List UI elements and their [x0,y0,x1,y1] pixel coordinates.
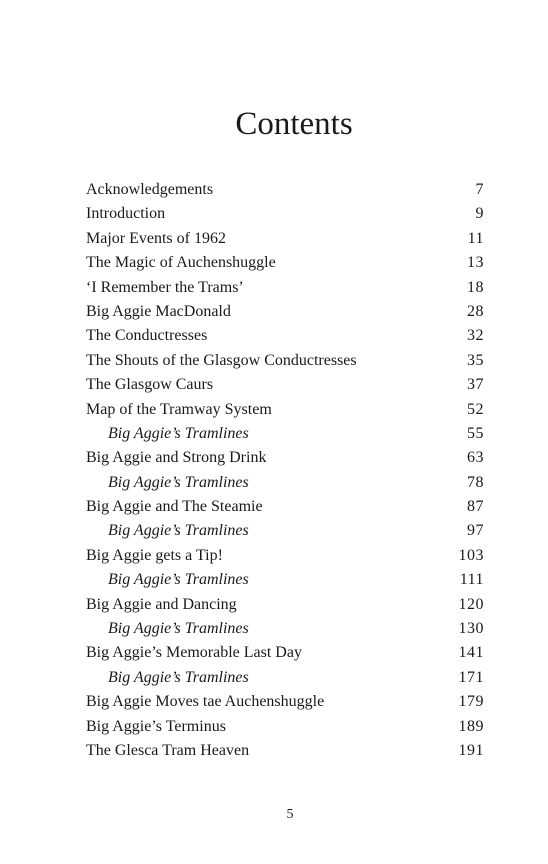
toc-entry-title: Introduction [86,205,166,223]
toc-entry-page: 7 [475,181,484,198]
toc-entry-page: 191 [458,741,484,759]
toc-entry [86,544,484,568]
toc-entry [86,495,484,519]
toc-entry [86,300,484,324]
toc-entry-title: Big Aggie and The Steamie [86,498,263,516]
toc-entry-page: 52 [467,400,484,418]
toc-entry [86,690,484,714]
toc-entry-title: ‘I Remember the Trams’ [86,278,244,296]
toc-entry-title: Big Aggie’s Tramlines [108,668,249,686]
toc-entry-title: Big Aggie’s Tramlines [108,424,249,442]
toc-entry-title: The Glasgow Caurs [86,376,214,394]
toc-entry-title: Big Aggie Moves tae Auchenshuggle [86,693,325,711]
toc-entry-title: The Conductresses [86,327,208,345]
toc-entry [86,178,484,202]
toc-entry-title: The Glesca Tram Heaven [86,741,250,759]
toc-entry-page: 103 [458,546,484,564]
toc-entry-page: 171 [458,668,484,686]
toc-entry-title: Big Aggie and Dancing [86,595,237,613]
toc-entry [86,593,484,617]
toc-entry-title: Big Aggie’s Terminus [86,717,226,735]
toc-entry [86,202,484,226]
toc-entry-page: 11 [467,229,484,247]
toc-entry-title: Big Aggie’s Tramlines [108,620,249,638]
toc-entry-page: 28 [467,302,484,320]
toc-entry-title: The Shouts of the Glasgow Conductresses [86,351,357,369]
toc-entry-title: The Magic of Auchenshuggle [86,254,276,272]
toc-entry [86,398,484,422]
toc-entry [86,349,484,373]
toc-subentry [86,666,484,690]
toc-entry-page: 13 [467,254,484,272]
toc-entry [86,715,484,739]
toc-entry-page: 37 [467,376,484,394]
toc-entry-page: 35 [467,351,484,369]
toc-entry [86,446,484,470]
toc-entry [86,324,484,348]
toc-subentry [86,617,484,641]
toc-entry-page: 130 [458,620,484,638]
toc-entry-page: 87 [467,498,484,516]
page-title: Contents [235,106,353,142]
toc-entry-page: 55 [467,424,484,442]
toc-subentry [86,568,484,592]
toc-subentry [86,519,484,543]
toc-entry-title: Big Aggie’s Tramlines [108,473,249,491]
toc-entry [86,227,484,251]
toc-entry [86,276,484,300]
toc-entry-title: Big Aggie gets a Tip! [86,546,223,564]
toc-entry-title: Big Aggie MacDonald [86,302,231,320]
toc-entry-page: 78 [467,473,484,491]
toc-entry-title: Big Aggie and Strong Drink [86,449,267,467]
toc-entry-page: 111 [459,571,484,589]
toc-entry-page: 97 [467,522,484,540]
page-number: 5 [286,807,294,822]
toc-entry [86,739,484,763]
toc-entry-page: 9 [475,205,484,223]
toc-entry [86,251,484,275]
toc-entry-title: Major Events of 1962 [86,229,226,247]
toc-entry-page: 32 [467,327,484,345]
toc-entry-page: 189 [458,717,484,735]
toc-entry-title: Big Aggie’s Tramlines [108,522,249,540]
table-of-contents [86,178,484,763]
toc-entry-page: 141 [458,644,484,662]
toc-entry-title: Big Aggie’s Tramlines [108,571,249,589]
toc-entry-page: 18 [467,278,484,296]
toc-entry-title: Big Aggie’s Memorable Last Day [86,644,302,662]
toc-entry [86,373,484,397]
toc-entry-title: Acknowledgements [86,181,214,198]
toc-subentry [86,471,484,495]
toc-entry-page: 63 [467,449,484,467]
toc-entry [86,641,484,665]
toc-entry-page: 120 [458,595,484,613]
toc-subentry [86,422,484,446]
toc-entry-page: 179 [458,693,484,711]
toc-entry-title: Map of the Tramway System [86,400,272,418]
